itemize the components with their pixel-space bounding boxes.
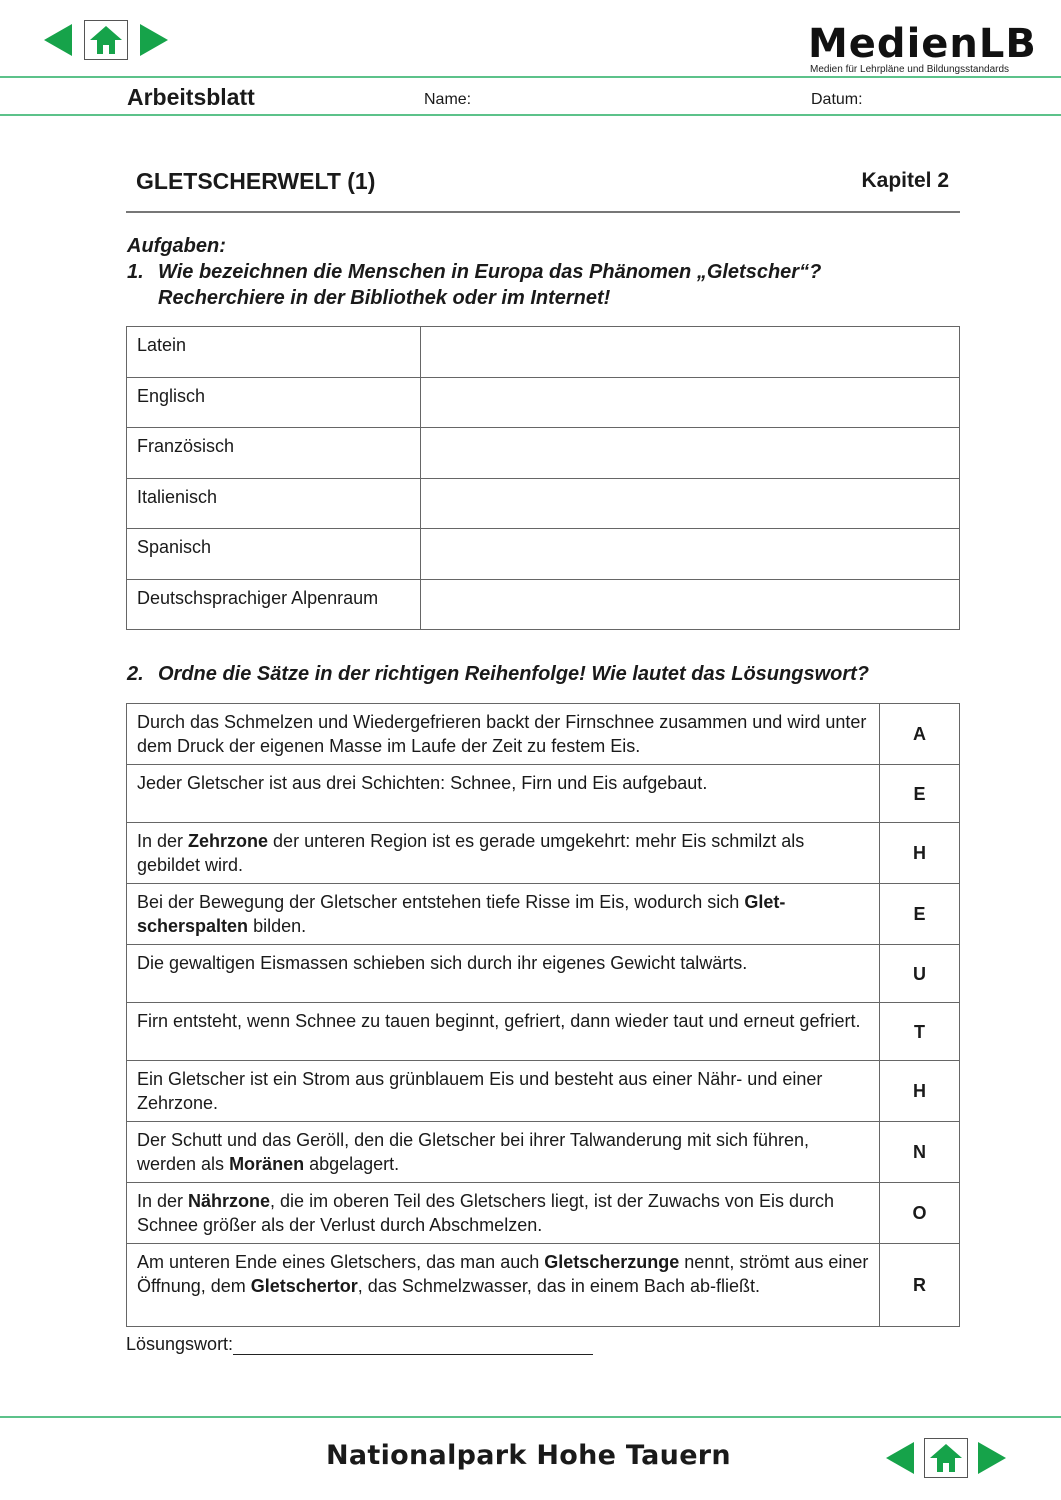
table-row: [127, 1122, 960, 1183]
table-row: [127, 704, 960, 765]
sentence-text: Bei der Bewegung der Gletscher entstehen tiefe Risse im Eis, wodurch sich: [137, 892, 745, 912]
table-row: [127, 1244, 960, 1327]
sentence-cell: [127, 1003, 880, 1061]
home-icon: [929, 1443, 963, 1473]
sentence-cell: [127, 704, 880, 765]
sheet-label: Arbeitsblatt: [127, 84, 255, 110]
sentence-text: Firn entsteht, wenn Schnee zu tauen beginnt, gefriert, dann wieder taut und erneut gefriert.: [137, 1011, 861, 1031]
table-row: [127, 1183, 960, 1244]
letter-cell: E: [880, 884, 960, 945]
tasks-heading: Aufgaben:: [127, 235, 226, 257]
sentence-text: Ein Gletscher ist ein Strom aus grünblauem Eis und besteht aus einer Nähr- und einer Zehrzone.: [137, 1069, 823, 1113]
sentence-text: nennt, strömt aus einer Öffnung, dem: [137, 1252, 869, 1296]
bold-term: Zehrzone: [188, 831, 269, 851]
top-nav: [44, 20, 168, 60]
bold-term: Glet-scherspalten: [137, 892, 786, 936]
sentence-text: In der: [137, 1191, 189, 1211]
sentence-text: Jeder Gletscher ist aus drei Schichten: Schnee, Firn und Eis aufgebaut.: [137, 773, 708, 793]
language-cell: Spanisch: [127, 529, 421, 580]
task2-number: 2.: [127, 663, 144, 685]
bold-term: Gletschertor: [250, 1276, 358, 1296]
bold-term: Nährzone: [188, 1191, 271, 1211]
back-arrow-icon[interactable]: [44, 24, 72, 56]
table-row: [127, 327, 960, 378]
table-row: [127, 1003, 960, 1061]
date-label: Datum:: [811, 91, 863, 108]
home-icon: [89, 25, 123, 55]
table-row: [127, 945, 960, 1003]
sentence-cell: [127, 1183, 880, 1244]
sentence-text: , das Schmelzwasser, das in einem Bach ab-fließt.: [357, 1276, 760, 1296]
table-row: [127, 765, 960, 823]
table-row: [127, 884, 960, 945]
letter-cell: H: [880, 823, 960, 884]
table-row: [127, 377, 960, 428]
footer-rule: [0, 1416, 1061, 1418]
forward-arrow-icon[interactable]: [140, 24, 168, 56]
sentence-cell: [127, 765, 880, 823]
letter-cell: O: [880, 1183, 960, 1244]
language-cell: Deutschsprachiger Alpenraum: [127, 579, 421, 630]
bottom-nav: [886, 1438, 1006, 1478]
forward-arrow-icon[interactable]: [978, 1442, 1006, 1474]
answer-cell[interactable]: [421, 579, 960, 630]
letter-cell: N: [880, 1122, 960, 1183]
letter-cell: A: [880, 704, 960, 765]
language-cell: Französisch: [127, 428, 421, 479]
task2-question: [127, 661, 869, 687]
language-cell: Englisch: [127, 377, 421, 428]
logo-title: MedienLB: [808, 21, 1037, 67]
solution-field: [126, 1334, 593, 1355]
table-row: [127, 1061, 960, 1122]
name-label: Name:: [424, 91, 472, 108]
sentence-text: der unteren Region ist es gerade umgekehrt: mehr Eis schmilzt als gebildet wird.: [137, 831, 805, 875]
sentence-text: Die gewaltigen Eismassen schieben sich durch ihr eigenes Gewicht talwärts.: [137, 953, 748, 973]
letter-cell: E: [880, 765, 960, 823]
header-rule-bottom: [0, 114, 1061, 116]
bold-term: Moränen: [229, 1154, 305, 1174]
sentence-text: Am unteren Ende eines Gletschers, das man auch: [137, 1252, 545, 1272]
solution-label: Lösungswort:: [126, 1334, 234, 1354]
answer-cell[interactable]: [421, 377, 960, 428]
solution-input[interactable]: [233, 1336, 593, 1355]
sentence-text: , die im oberen Teil des Gletschers liegt, ist der Zuwachs von Eis durch Schnee größer als der Verlust durch Abschmelzen.: [137, 1191, 834, 1235]
task1-number: 1.: [127, 261, 144, 283]
letter-cell: T: [880, 1003, 960, 1061]
sentence-text: bilden.: [248, 916, 307, 936]
footer-title: Nationalpark Hohe Tauern: [326, 1440, 731, 1471]
home-button[interactable]: [924, 1438, 968, 1478]
page-title: GLETSCHERWELT (1): [136, 168, 376, 194]
bold-term: Gletscherzunge: [544, 1252, 680, 1272]
letter-cell: U: [880, 945, 960, 1003]
task2-text: Ordne die Sätze in der richtigen Reihenfolge! Wie lautet das Lösungswort?: [158, 663, 870, 685]
sentence-cell: [127, 884, 880, 945]
answer-cell[interactable]: [421, 478, 960, 529]
language-cell: Latein: [127, 327, 421, 378]
table-row: [127, 579, 960, 630]
answer-cell[interactable]: [421, 327, 960, 378]
table-row: [127, 478, 960, 529]
chapter-label: Kapitel 2: [861, 169, 949, 192]
task1-line2: Recherchiere in der Bibliothek oder im Internet!: [158, 287, 611, 309]
sentence-text: Durch das Schmelzen und Wiedergefrieren backt der Firnschnee zusammen und wird unter dem Druck der eigenen Masse im Laufe der Zeit zu festem Eis.: [137, 712, 867, 756]
sentence-cell: [127, 823, 880, 884]
sentence-cell: [127, 1122, 880, 1183]
sentence-cell: [127, 945, 880, 1003]
header-rule-top: [0, 76, 1061, 78]
table-row: [127, 428, 960, 479]
sentence-table: [126, 703, 960, 1327]
letter-cell: R: [880, 1244, 960, 1327]
sentence-text: Der Schutt und das Geröll, den die Gletscher bei ihrer Talwanderung mit sich führen, werden als: [137, 1130, 810, 1174]
task1-question: [127, 259, 821, 311]
task1-line1: Wie bezeichnen die Menschen in Europa das Phänomen „Gletscher“?: [158, 261, 822, 283]
sentence-cell: [127, 1061, 880, 1122]
answer-cell[interactable]: [421, 428, 960, 479]
letter-cell: H: [880, 1061, 960, 1122]
sentence-cell: [127, 1244, 880, 1327]
logo: [808, 21, 1037, 75]
answer-cell[interactable]: [421, 529, 960, 580]
title-divider: [126, 211, 960, 213]
sentence-text: abgelagert.: [304, 1154, 400, 1174]
logo-subtitle: Medien für Lehrpläne und Bildungsstandards: [810, 64, 1010, 75]
home-button[interactable]: [84, 20, 128, 60]
back-arrow-icon[interactable]: [886, 1442, 914, 1474]
language-cell: Italienisch: [127, 478, 421, 529]
table-row: [127, 823, 960, 884]
sentence-text: In der: [137, 831, 189, 851]
language-table: [126, 326, 960, 630]
table-row: [127, 529, 960, 580]
